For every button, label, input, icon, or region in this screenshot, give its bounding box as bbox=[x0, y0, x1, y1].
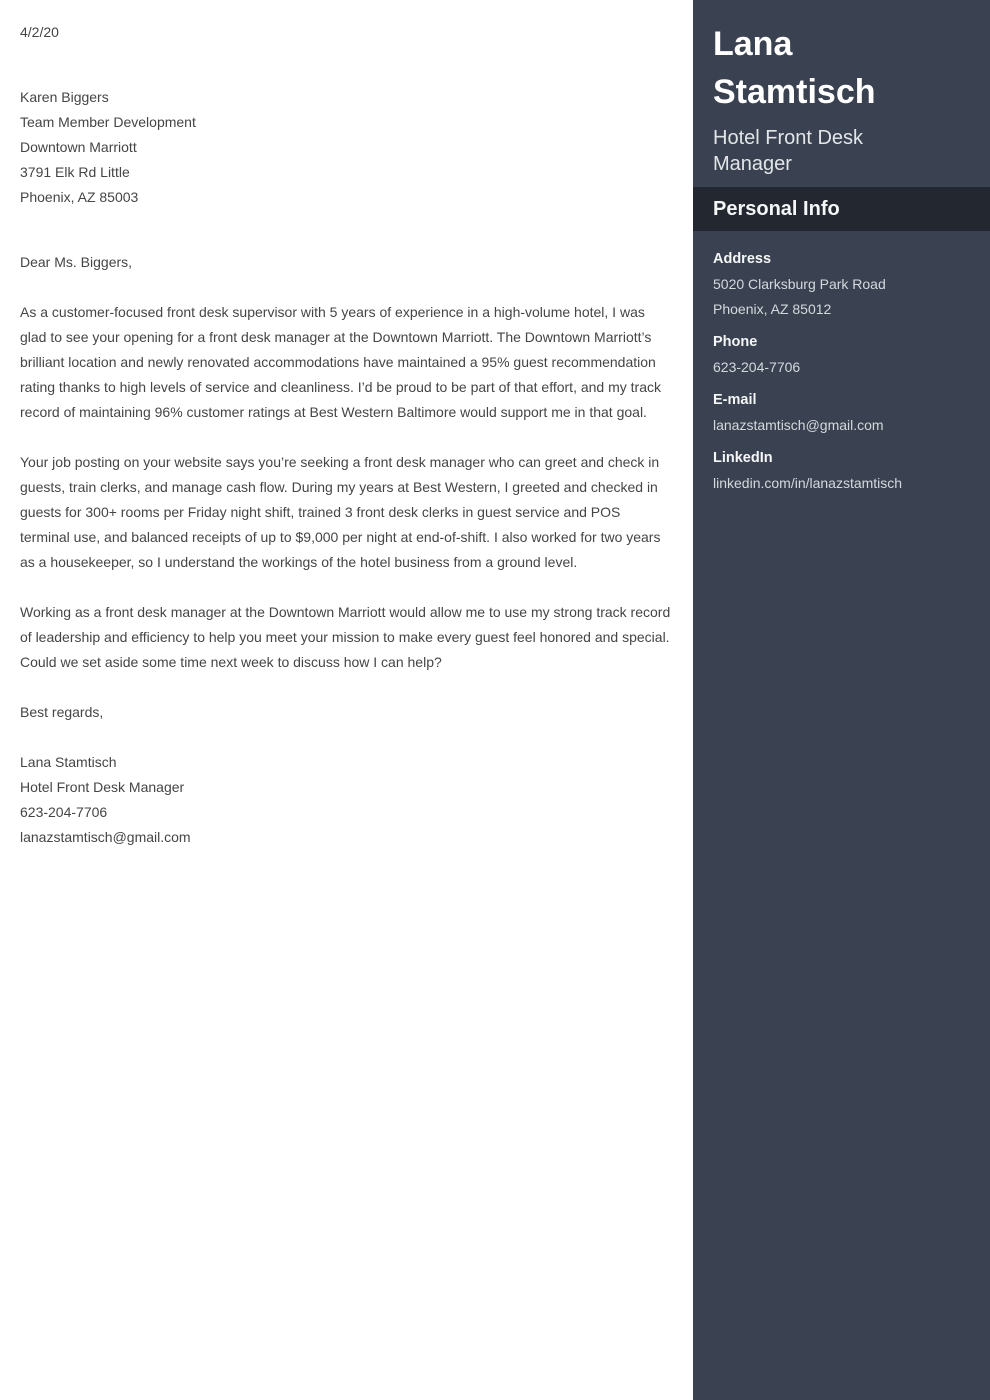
linkedin-label: LinkedIn bbox=[713, 450, 773, 466]
linkedin-value: linkedin.com/in/lanazstamtisch bbox=[713, 475, 903, 491]
salutation: Dear Ms. Biggers, bbox=[20, 254, 133, 270]
info-group-email bbox=[713, 388, 970, 438]
info-group-phone bbox=[713, 330, 970, 380]
recipient-city: Phoenix, AZ 85003 bbox=[20, 189, 139, 205]
email-value: lanazstamtisch@gmail.com bbox=[713, 417, 884, 433]
letter-date: 4/2/20 bbox=[20, 24, 59, 40]
recipient-street: 3791 Elk Rd Little bbox=[20, 164, 130, 180]
address-value-city: Phoenix, AZ 85012 bbox=[713, 301, 832, 317]
signature-name: Lana Stamtisch bbox=[20, 754, 117, 770]
signature-block bbox=[20, 750, 671, 850]
body-paragraph-2: Your job posting on your website says you’re seeking a front desk manager who can greet and check in guests, train clerks, and manage cash flow. During my years at Best Western, I greeted and checked in guests for 300+ rooms per Friday night shift, trained 3 front desk clerks in guest service and POS terminal use, and balanced receipts of up to $9,000 per night at end-of-shift. I also worked for two years as a housekeeper, so I understand the workings of the hotel business from a ground level. bbox=[20, 454, 661, 570]
phone-label: Phone bbox=[713, 334, 758, 350]
email-label: E-mail bbox=[713, 392, 757, 408]
recipient-department: Team Member Development bbox=[20, 114, 196, 130]
candidate-name: Lana Stamtisch bbox=[713, 25, 876, 111]
body-paragraph-3: Working as a front desk manager at the Downtown Marriott would allow me to use my strong track record of leadership and efficiency to help you meet your mission to make every guest feel honored and special. Could we set aside some time next week to discuss how I can help? bbox=[20, 604, 671, 670]
signature-email: lanazstamtisch@gmail.com bbox=[20, 829, 191, 845]
signature-phone: 623-204-7706 bbox=[20, 804, 108, 820]
recipient-block bbox=[20, 85, 671, 210]
body-paragraph-1: As a customer-focused front desk supervisor with 5 years of experience in a high-volume hotel, I was glad to see your opening for a front desk manager at the Downtown Marriott. The Downtown Marriott’s brilliant location and newly renovated accommodations have maintained a 95% guest recommendation rating thanks to high levels of service and cleanliness. I’d be proud to be part of that effort, and my track record of maintaining 96% customer ratings at Best Western Baltimore would support me in that goal. bbox=[20, 304, 661, 420]
personal-info-heading: Personal Info bbox=[693, 187, 990, 231]
signature-title: Hotel Front Desk Manager bbox=[20, 779, 185, 795]
personal-info-sidebar bbox=[693, 0, 990, 1400]
sidebar-header bbox=[693, 0, 990, 177]
phone-value: 623-204-7706 bbox=[713, 359, 801, 375]
info-group-linkedin bbox=[713, 446, 970, 496]
candidate-title: Hotel Front Desk Manager bbox=[713, 127, 864, 175]
recipient-name: Karen Biggers bbox=[20, 89, 109, 105]
address-value-street: 5020 Clarksburg Park Road bbox=[713, 276, 886, 292]
info-section bbox=[693, 231, 990, 496]
address-label: Address bbox=[713, 251, 772, 267]
info-group-address bbox=[713, 247, 970, 322]
recipient-company: Downtown Marriott bbox=[20, 139, 137, 155]
closing: Best regards, bbox=[20, 704, 104, 720]
